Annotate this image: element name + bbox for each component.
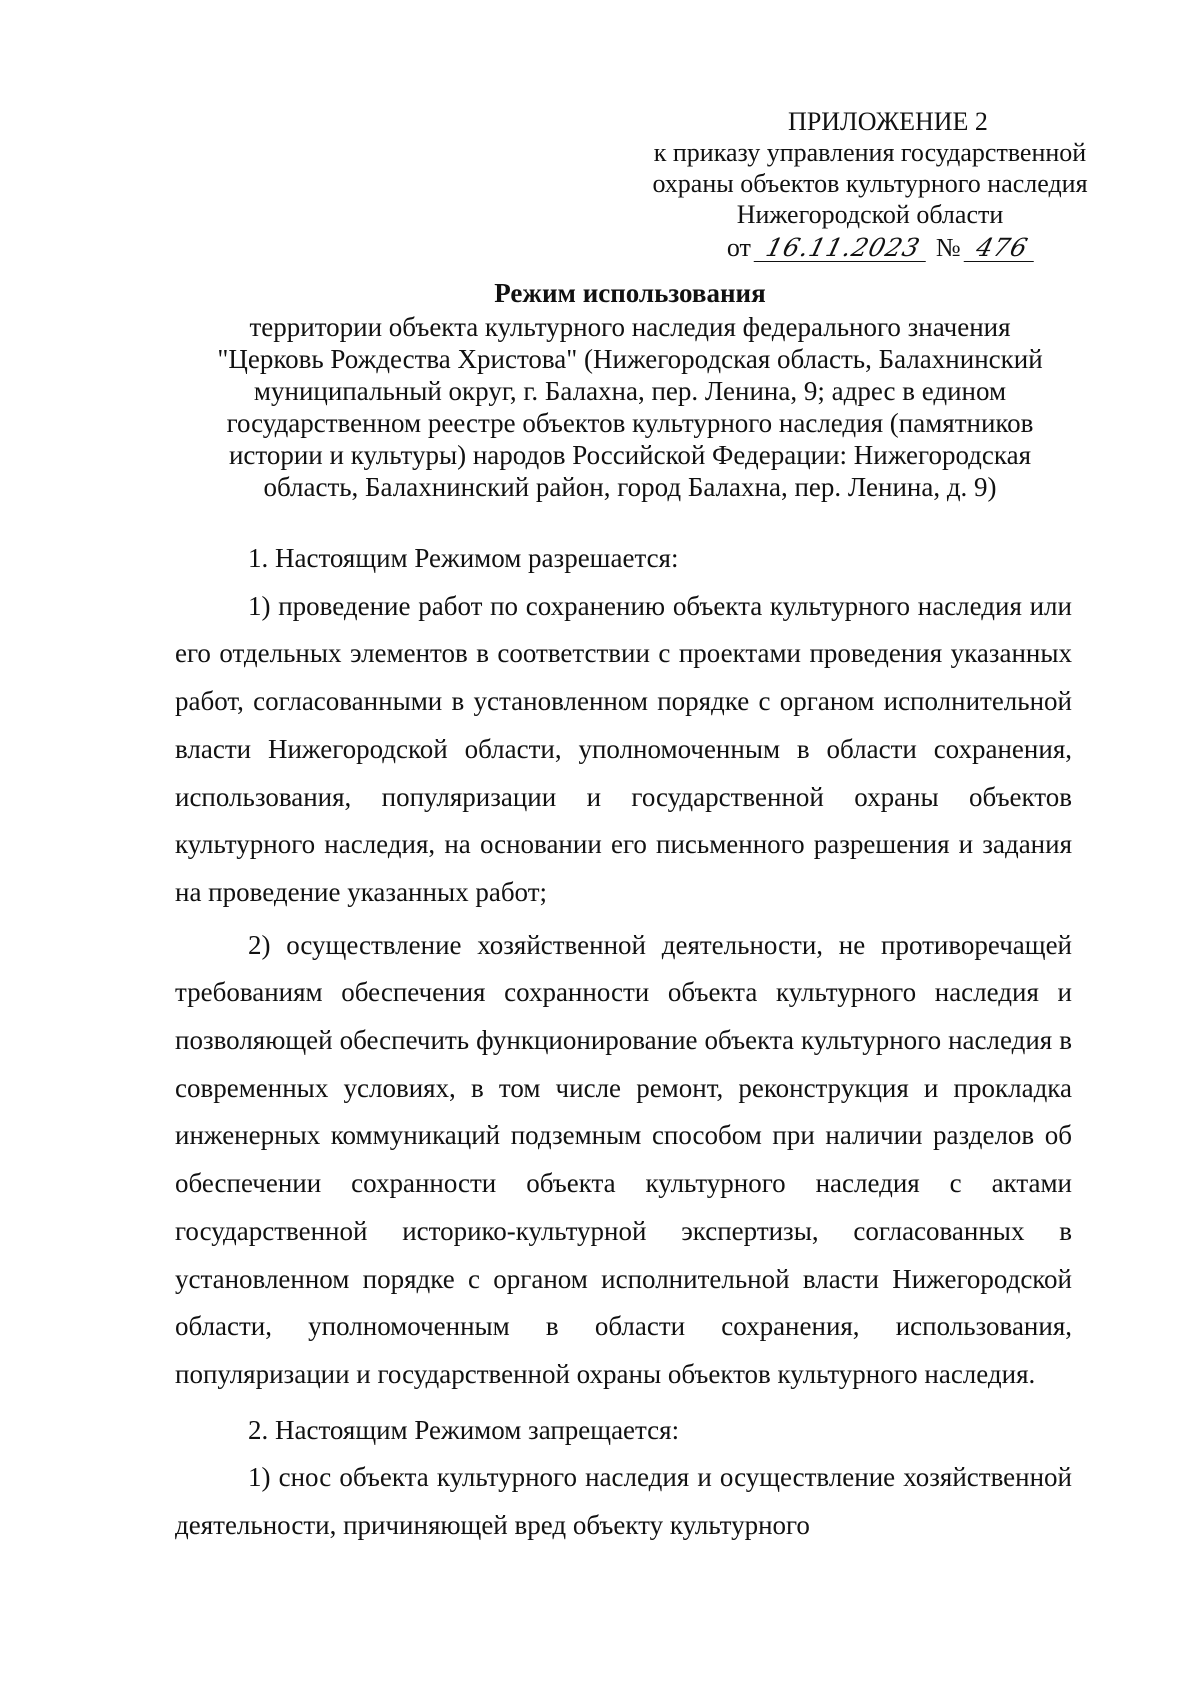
section-2-heading: 2. Настоящим Режимом запрещается: (248, 1414, 680, 1445)
section-1-item-2: 2) осуществление хозяйственной деятельности, не противоречащей требованиям обеспечения сохранности объекта культурного наследия и позволяющей обеспечить функционирование объекта культурного наследия в современных условиях, в том числе ремонт, реконструкция и прокладка инженерных коммуникаций подземным способом при наличии разделов об обеспечении сохранности объекта культурного наследия с актами государственной историко-культурной экспертизы, согласованных в установленном порядке с органом исполнительной власти Нижегородской области, уполномоченным в области сохранения, использования, популяризации и государственной охраны объектов культурного наследия. (175, 929, 1072, 1389)
subtitle-line: истории и культуры) народов Российской Федерации: Нижегородская (228, 440, 1031, 470)
section-1-heading: 1. Настоящим Режимом разрешается: (248, 543, 679, 573)
order-reference (640, 232, 1100, 263)
subtitle-line: "Церковь Рождества Христова" (Нижегородская область, Балахнинский (217, 344, 1043, 374)
section-1-item-1: 1) проведение работ по сохранению объекта культурного наследия или его отдельных элементов в соответствии с проектами проведения указанных работ, согласованными в установленном порядке с органом исполнительной власти Нижегородской области, уполномоченным в области сохранения, использования, популяризации и государственной охраны объектов культурного наследия, на основании его письменного разрешения и задания на проведение указанных работ; (175, 590, 1072, 907)
document-subtitle (160, 311, 1100, 503)
subtitle-line: муниципальный округ, г. Балахна, пер. Ленина, 9; адрес в едином (253, 376, 1007, 406)
subtitle-line: область, Балахнинский район, город Балахна, пер. Ленина, д. 9) (263, 472, 997, 502)
appendix-header (640, 106, 1100, 263)
appendix-line: Нижегородской области (736, 200, 1004, 229)
handwritten-date: 16.11.2023 (754, 235, 933, 262)
document-heading: Режим использования (494, 278, 766, 308)
appendix-line: охраны объектов культурного наследия (652, 169, 1088, 198)
subtitle-line: территории объекта культурного наследия федерального значения (249, 312, 1011, 342)
handwritten-number: 476 (964, 235, 1041, 262)
number-prefix: № (935, 233, 961, 262)
date-prefix: от (726, 233, 751, 262)
appendix-line: к приказу управления государственной (653, 138, 1087, 167)
section-2-item-1: 1) снос объекта культурного наследия и осуществление хозяйственной деятельности, причиняющей вред объекту культурного (175, 1462, 1072, 1541)
appendix-title: ПРИЛОЖЕНИЕ 2 (788, 107, 988, 136)
document-body (175, 535, 1072, 1550)
subtitle-line: государственном реестре объектов культурного наследия (памятников (226, 408, 1034, 438)
